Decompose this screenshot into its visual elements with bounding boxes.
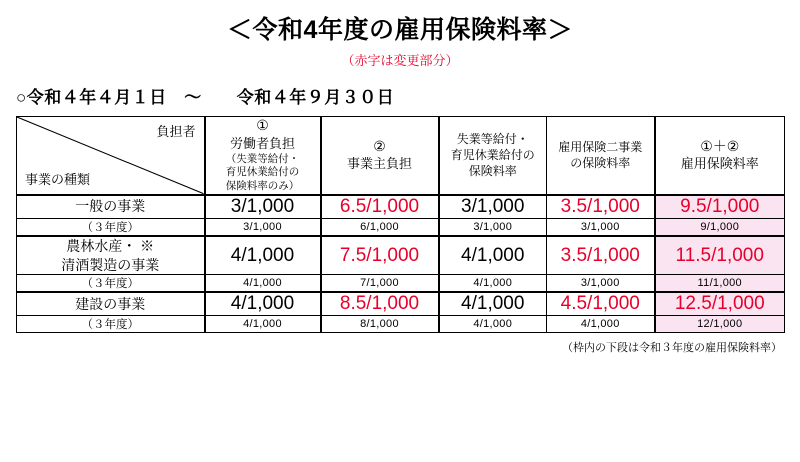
row-previous-total: 11/1,000 (655, 275, 785, 293)
row-previous-worker: 4/1,000 (205, 316, 321, 333)
row-previous-label: （３年度） (17, 218, 205, 236)
page-subtitle: （赤字は変更部分） (341, 53, 459, 68)
header-total-rate (655, 117, 785, 195)
table-footnote: （枠内の下段は令和３年度の雇用保険料率） (562, 342, 782, 355)
row-previous-worker: 4/1,000 (205, 275, 321, 293)
row-total-value: 12.5/1,000 (655, 292, 785, 316)
row-employer-value: 8.5/1,000 (321, 292, 439, 316)
row-previous-employer: 8/1,000 (321, 316, 439, 333)
table-header-row (17, 117, 785, 195)
row-previous-unemployment: 4/1,000 (439, 316, 547, 333)
row-previous-label: （３年度） (17, 316, 205, 333)
header-worker-note: （失業等給付・ 育児休業給付の 保険料率のみ） (225, 152, 300, 193)
row-two-business-value: 3.5/1,000 (547, 236, 655, 275)
header-worker-title: 労働者負担 (229, 135, 295, 151)
row-previous-unemployment: 4/1,000 (439, 275, 547, 293)
page-root (0, 10, 800, 462)
table-row-previous (17, 275, 785, 293)
table-row (17, 292, 785, 316)
header-total-title: 雇用保険料率 (680, 156, 759, 172)
row-worker-value: 3/1,000 (205, 195, 321, 219)
row-employer-value: 7.5/1,000 (321, 236, 439, 275)
row-worker-value: 4/1,000 (205, 236, 321, 275)
header-unemployment-rate (439, 117, 547, 195)
header-corner-cell (17, 117, 205, 195)
header-two-business-rate (547, 117, 655, 195)
header-two-business-title: 雇用保険二事業 の保険料率 (558, 140, 643, 171)
table-row (17, 236, 785, 275)
row-previous-total: 12/1,000 (655, 316, 785, 333)
row-previous-two-business: 3/1,000 (547, 275, 655, 293)
row-previous-employer: 6/1,000 (321, 218, 439, 236)
row-unemployment-value: 4/1,000 (439, 292, 547, 316)
header-payer-label: 負担者 (156, 124, 196, 139)
row-previous-unemployment: 3/1,000 (439, 218, 547, 236)
table-body (17, 195, 785, 333)
row-previous-label: （３年度） (17, 275, 205, 293)
row-previous-two-business: 3/1,000 (547, 218, 655, 236)
row-previous-employer: 7/1,000 (321, 275, 439, 293)
page-title: ＜令和4年度の雇用保険料率＞ (227, 16, 573, 44)
row-business-name: 建設の事業 (17, 292, 205, 316)
table-row (17, 195, 785, 219)
row-previous-two-business: 4/1,000 (547, 316, 655, 333)
table-row-previous (17, 218, 785, 236)
header-employer-number: ② (373, 137, 386, 154)
row-previous-total: 9/1,000 (655, 218, 785, 236)
row-two-business-value: 3.5/1,000 (547, 195, 655, 219)
row-employer-value: 6.5/1,000 (321, 195, 439, 219)
row-previous-worker: 3/1,000 (205, 218, 321, 236)
row-total-value: 11.5/1,000 (655, 236, 785, 275)
header-employer-burden (321, 117, 439, 195)
row-worker-value: 4/1,000 (205, 292, 321, 316)
row-two-business-value: 4.5/1,000 (547, 292, 655, 316)
row-total-value: 9.5/1,000 (655, 195, 785, 219)
header-unemployment-title: 失業等給付・ 育児休業給付の 保険料率 (450, 132, 535, 179)
rates-table-wrapper (16, 116, 784, 333)
header-total-number: ①＋② (700, 137, 740, 154)
row-unemployment-value: 4/1,000 (439, 236, 547, 275)
row-unemployment-value: 3/1,000 (439, 195, 547, 219)
header-employer-title: 事業主負担 (346, 156, 412, 172)
row-business-name: 農林水産・ ※ 清酒製造の事業 (17, 236, 205, 275)
header-business-label: 事業の種類 (25, 171, 91, 187)
period-heading: ○令和４年４月１日 〜 令和４年９月３０日 (16, 88, 395, 107)
row-business-name: 一般の事業 (17, 195, 205, 219)
header-worker-number: ① (256, 117, 269, 133)
header-worker-burden (205, 117, 321, 195)
insurance-rates-table (16, 116, 785, 333)
table-row-previous (17, 316, 785, 333)
